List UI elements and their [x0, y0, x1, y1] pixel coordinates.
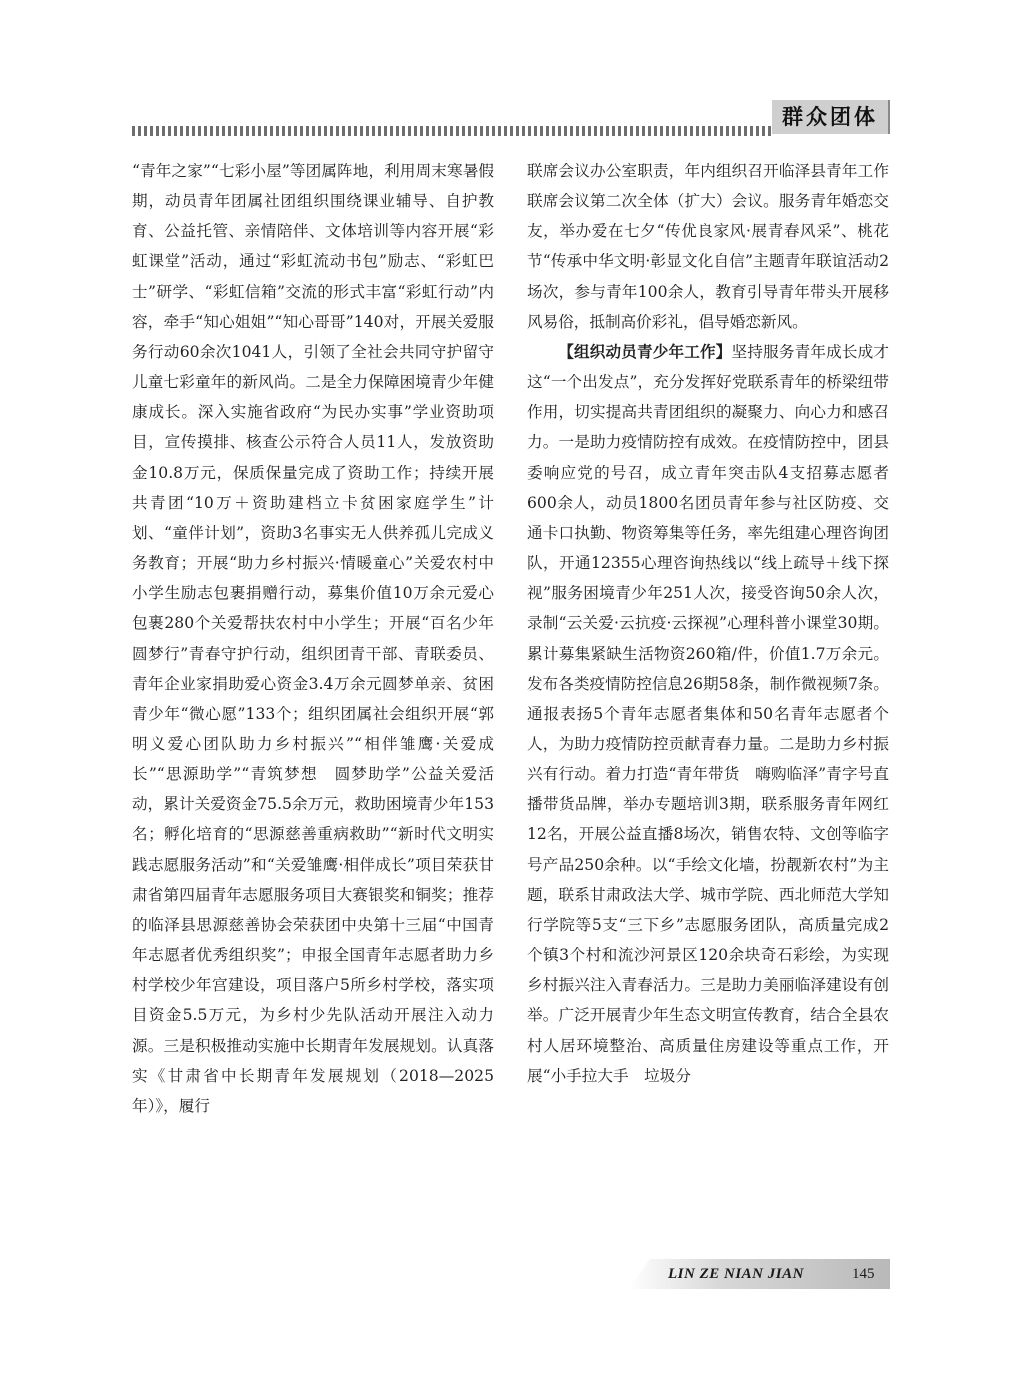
left-column-text: “青年之家”“七彩小屋”等团属阵地，利用周末寒暑假期，动员青年团属社团组织围绕课业辅导、自护教育、公益托管、亲情陪伴、文体培训等内容开展“彩虹课堂”活动，通过“彩虹流动书包”励志、“彩虹巴士”研学、“彩虹信箱”交流的形式丰富“彩虹行动”内容，牵手“知心姐姐”“知心哥哥”140对，开展关爱服务行动60余次1041人，引领了全社会共同守护留守儿童七彩童年的新风尚。二是全力保障困境青少年健康成长。深入实施省政府“为民办实事”学业资助项目，宣传摸排、核查公示符合人员11人，发放资助金10.8万元，保质保量完成了资助工作；持续开展共青团“10万＋资助建档立卡贫困家庭学生”计划、“童伴计划”，资助3名事实无人供养孤儿完成义务教育；开展“助力乡村振兴·情暖童心”关爱农村中小学生励志包裹捐赠行动，募集价值10万余元爱心包裹280个关爱帮扶农村中小学生；开展“百名少年圆梦行”青春守护行动，组织团青干部、青联委员、青年企业家捐助爱心资金3.4万余元圆梦单亲、贫困青少年“微心愿”133个；组织团属社会组织开展“郭明义爱心团队助力乡村振兴”“相伴雏鹰·关爱成长”“思源助学”“青筑梦想 圆梦助学”公益关爱活动，累计关爱资金75.5余万元，救助困境青少年153名；孵化培育的“思源慈善重病救助”“新时代文明实践志愿服务活动”和“关爱雏鹰·相伴成长”项目荣获甘肃省第四届青年志愿服务项目大赛银奖和铜奖；推荐的临泽县思源慈善协会荣获团中央第十三届“中国青年志愿者优秀组织奖”；申报全国青年志愿者助力乡村学校少年宫建设，项目落户5所乡村学校，落实项目资金5.5万元，为乡村少先队活动开展注入动力源。三是积极推动实施中长期青年发展规划。认真落实《甘肃省中长期青年发展规划（2018—2025年）》，履行 — [132, 162, 494, 1115]
page-number: 145 — [852, 1266, 875, 1282]
right-paragraph-2-text: 坚持服务青年成长成才这“一个出发点”，充分发挥好党联系青年的桥梁纽带作用，切实提高共青团组织的凝聚力、向心力和感召力。一是助力疫情防控有成效。在疫情防控中，团县委响应党的号召，成立青年突击队4支招募志愿者600余人，动员1800名团员青年参与社区防疫、交通卡口执勤、物资筹集等任务，率先组建心理咨询团队，开通12355心理咨询热线以“线上疏导＋线下探视”服务困境青少年251人次，接受咨询50余人次，录制“云关爱·云抗疫·云探视”心理科普小课堂30期。累计募集紧缺生活物资260箱/件，价值1.7万余元。发布各类疫情防控信息26期58条，制作微视频7条。通报表扬5个青年志愿者集体和50名青年志愿者个人，为助力疫情防控贡献青春力量。二是助力乡村振兴有行动。着力打造“青年带货 嗨购临泽”青字号直播带货品牌，举办专题培训3期，联系服务青年网红12名，开展公益直播8场次，销售农特、文创等临字号产品250余种。以“手绘文化墙，扮靓新农村”为主题，联系甘肃政法大学、城市学院、西北师范大学知行学院等5支“三下乡”志愿服务团队，高质量完成2个镇3个村和流沙河景区120余块奇石彩绘，为实现乡村振兴注入青春活力。三是助力美丽临泽建设有创举。广泛开展青少年生态文明宣传教育，结合全县农村人居环境整治、高质量住房建设等重点工作，开展“小手拉大手 垃圾分 — [527, 342, 889, 1085]
left-column — [132, 156, 494, 1121]
right-paragraph-1: 联席会议办公室职责，年内组织召开临泽县青年工作联席会议第二次全体（扩大）会议。服务青年婚恋交友，举办爱在七夕“传优良家风·展青春风采”、桃花节“传承中华文明·彰显文化自信”主题青年联谊活动2场次，参与青年100余人，教育引导青年带头开展移风易俗，抵制高价彩礼，倡导婚恋新风。 — [527, 162, 889, 331]
footer-running-title: LIN ZE NIAN JIAN — [668, 1266, 804, 1282]
right-column — [527, 156, 889, 1091]
right-paragraph-2 — [527, 337, 889, 1091]
section-heading-tag: 【组织动员青少年工作】 — [558, 342, 732, 361]
header-dotted-rule — [132, 126, 772, 136]
section-title: 群众团体 — [782, 104, 878, 129]
